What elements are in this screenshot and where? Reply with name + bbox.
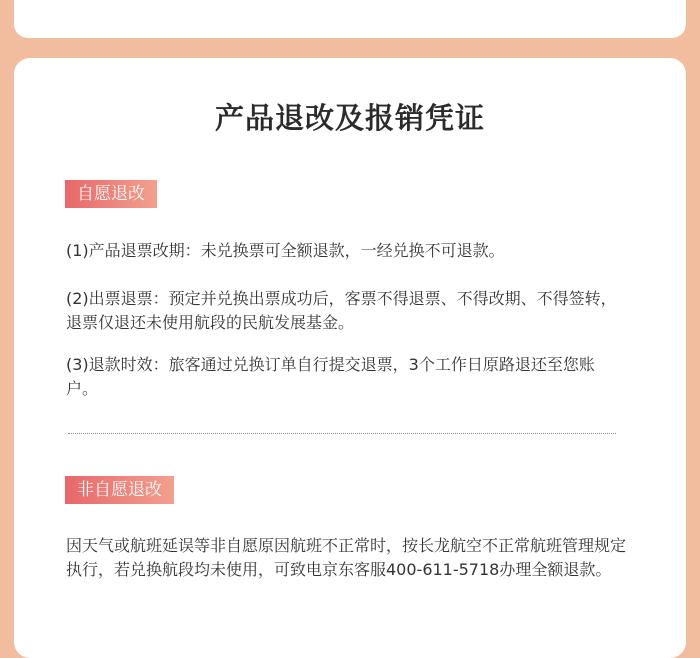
voluntary-item-3: (3)退款时效：旅客通过兑换订单自行提交退票，3个工作日原路退还至您账户。 [66,355,595,398]
section-divider [68,433,616,434]
voluntary-item-2: (2)出票退票：预定并兑换出票成功后，客票不得退票、不得改期、不得签转，退票仅退还未使用航段的民航发展基金。 [66,289,617,332]
voluntary-item-1: (1)产品退票改期：未兑换票可全额退款，一经兑换不可退款。 [66,241,505,260]
involuntary-text: 因天气或航班延误等非自愿原因航班不正常时，按长龙航空不正常航班管理规定执行，若兑换航段均未使用，可致电京东客服400-611-5718办理全额退款。 [66,536,627,579]
voluntary-section-badge: 自愿退改 [65,180,157,208]
involuntary-section-badge: 非自愿退改 [65,476,174,504]
page-title: 产品退改及报销凭证 [214,101,485,135]
previous-card [14,0,686,38]
